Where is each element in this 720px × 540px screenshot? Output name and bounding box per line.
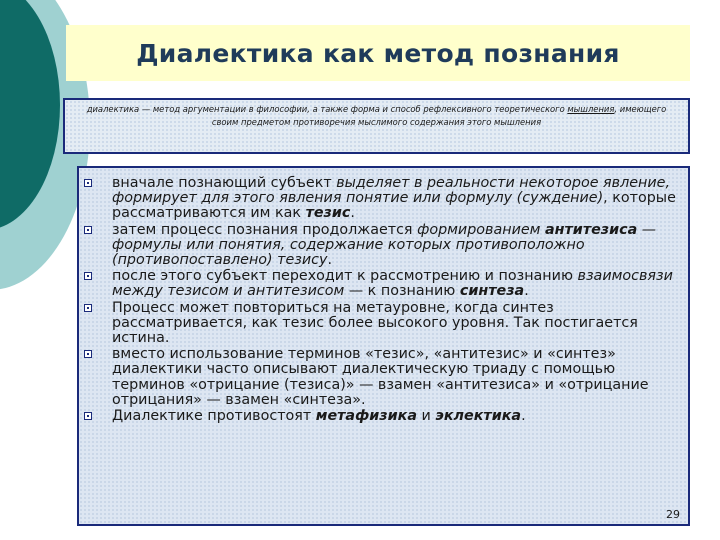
list-item: Диалектике противостоят метафизика и эклектика. (79, 409, 688, 424)
content-box (77, 166, 690, 526)
definition-text-2: , имеющего своим предметом противоречия мыслимого содержания этого мышления (211, 104, 667, 127)
list-item: Процесс может повториться на метауровне, когда синтез рассматривается, как тезис более высокого уровня. Так постигается истина. (79, 301, 688, 347)
definition-box (63, 98, 690, 154)
list-item: вместо использование терминов «тезис», «антитезис» и «синтез» диалектики часто описывают диалектическую триаду с помощью терминов «отрицание (тезиса)» — взамен «антитезиса» и «отрицание отрицания» — взамен «синтеза». (79, 347, 688, 408)
page-number: 29 (666, 508, 680, 521)
definition-link-thinking[interactable]: мышления (567, 104, 615, 114)
definition-term: диалектика (86, 104, 140, 114)
square-bullet-icon (84, 304, 92, 312)
square-bullet-icon (84, 179, 92, 187)
list-item: затем процесс познания продолжается формированием антитезиса — формулы или понятия, содержание которых противоположно (противопоставлено) тезису. (79, 223, 688, 269)
definition-text-1: — метод аргументации в философии, а также форма и способ рефлексивного теоретического (139, 104, 568, 114)
slide-title: Диалектика как метод познания (136, 38, 620, 68)
list-item: вначале познающий субъект выделяет в реальности некоторое явление, формирует для этого явления понятие или формулу (суждение), которые рассматриваются им как тезис. (79, 176, 688, 222)
square-bullet-icon (84, 412, 92, 420)
square-bullet-icon (84, 350, 92, 358)
bullet-list (79, 176, 688, 425)
square-bullet-icon (84, 226, 92, 234)
square-bullet-icon (84, 272, 92, 280)
list-item: после этого субъект переходит к рассмотрению и познанию взаимосвязи между тезисом и антитезисом — к познанию синтеза. (79, 269, 688, 299)
